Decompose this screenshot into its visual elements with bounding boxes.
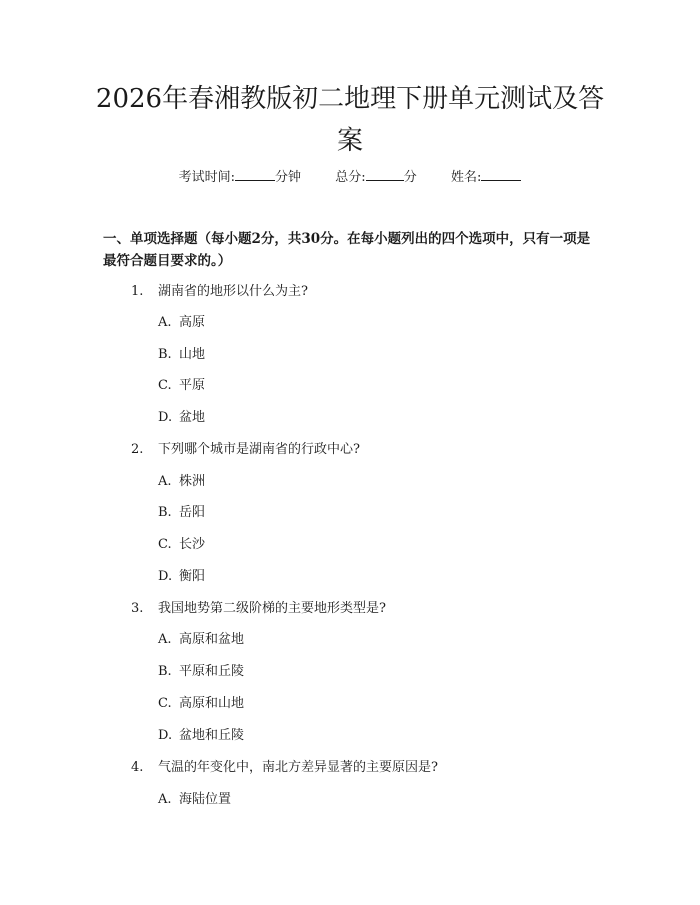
option-letter: A. [158,792,172,807]
total-score-blank[interactable] [366,167,404,181]
exam-time-blank[interactable] [235,167,275,181]
question-text: 气温的年变化中，南北方差异显著的主要原因是? [158,760,438,775]
question-text: 我国地势第二级阶梯的主要地形类型是? [158,601,386,616]
q1-option-a[interactable] [158,313,205,333]
option-text: 高原和盆地 [179,632,245,647]
option-text: 长沙 [179,537,206,552]
option-letter: A. [158,474,172,489]
option-text: 盆地 [179,410,206,425]
question-1 [131,282,308,302]
exam-info-line [0,167,700,188]
q2-option-c[interactable] [158,535,205,555]
q2-option-b[interactable] [158,503,205,523]
option-text: 株洲 [179,474,206,489]
option-letter: D. [158,569,173,584]
q1-option-c[interactable] [158,376,205,396]
option-letter: D. [158,728,173,743]
option-text: 山地 [179,347,206,362]
option-letter: B. [158,664,172,679]
question-number: 3. [131,601,144,616]
option-letter: D. [158,410,173,425]
total-score-unit: 分 [403,170,417,185]
exam-time-label: 考试时间: [178,170,235,185]
question-text: 湖南省的地形以什么为主? [158,284,308,299]
q1-option-d[interactable] [158,408,205,428]
document-title: 2026年春湘教版初二地理下册单元测试及答案 [95,84,605,156]
question-number: 1. [131,284,144,299]
question-2 [131,440,360,460]
question-text: 下列哪个城市是湖南省的行政中心? [158,442,360,457]
total-score-field [335,167,416,188]
option-text: 盆地和丘陵 [179,728,245,743]
question-number: 4. [131,760,144,775]
question-4 [131,758,438,778]
student-name-field [451,167,521,188]
option-letter: A. [158,632,172,647]
question-number: 2. [131,442,144,457]
option-text: 高原 [179,315,206,330]
option-letter: C. [158,537,172,552]
student-name-label: 姓名: [450,170,482,185]
section-heading: 一、单项选择题（每小题2分，共30分。在每小题列出的四个选项中，只有一项是最符合题目要求的。） [103,231,591,269]
option-text: 平原和丘陵 [179,664,245,679]
option-text: 衡阳 [179,569,206,584]
q3-option-c[interactable] [158,694,244,714]
option-text: 岳阳 [179,505,206,520]
q3-option-b[interactable] [158,662,244,682]
q2-option-d[interactable] [158,567,205,587]
option-text: 平原 [179,378,206,393]
total-score-label: 总分: [335,170,366,185]
option-letter: C. [158,378,172,393]
q3-option-d[interactable] [158,726,244,746]
question-3 [131,599,386,619]
student-name-blank[interactable] [481,167,521,181]
option-text: 海陆位置 [179,792,232,807]
option-letter: A. [158,315,172,330]
q3-option-a[interactable] [158,630,244,650]
option-letter: C. [158,696,172,711]
q1-option-b[interactable] [158,345,205,365]
option-letter: B. [158,347,172,362]
exam-time-unit: 分钟 [275,170,302,185]
q4-option-a[interactable] [158,790,231,810]
option-letter: B. [158,505,172,520]
exam-time-field [179,167,301,188]
q2-option-a[interactable] [158,472,205,492]
option-text: 高原和山地 [179,696,245,711]
